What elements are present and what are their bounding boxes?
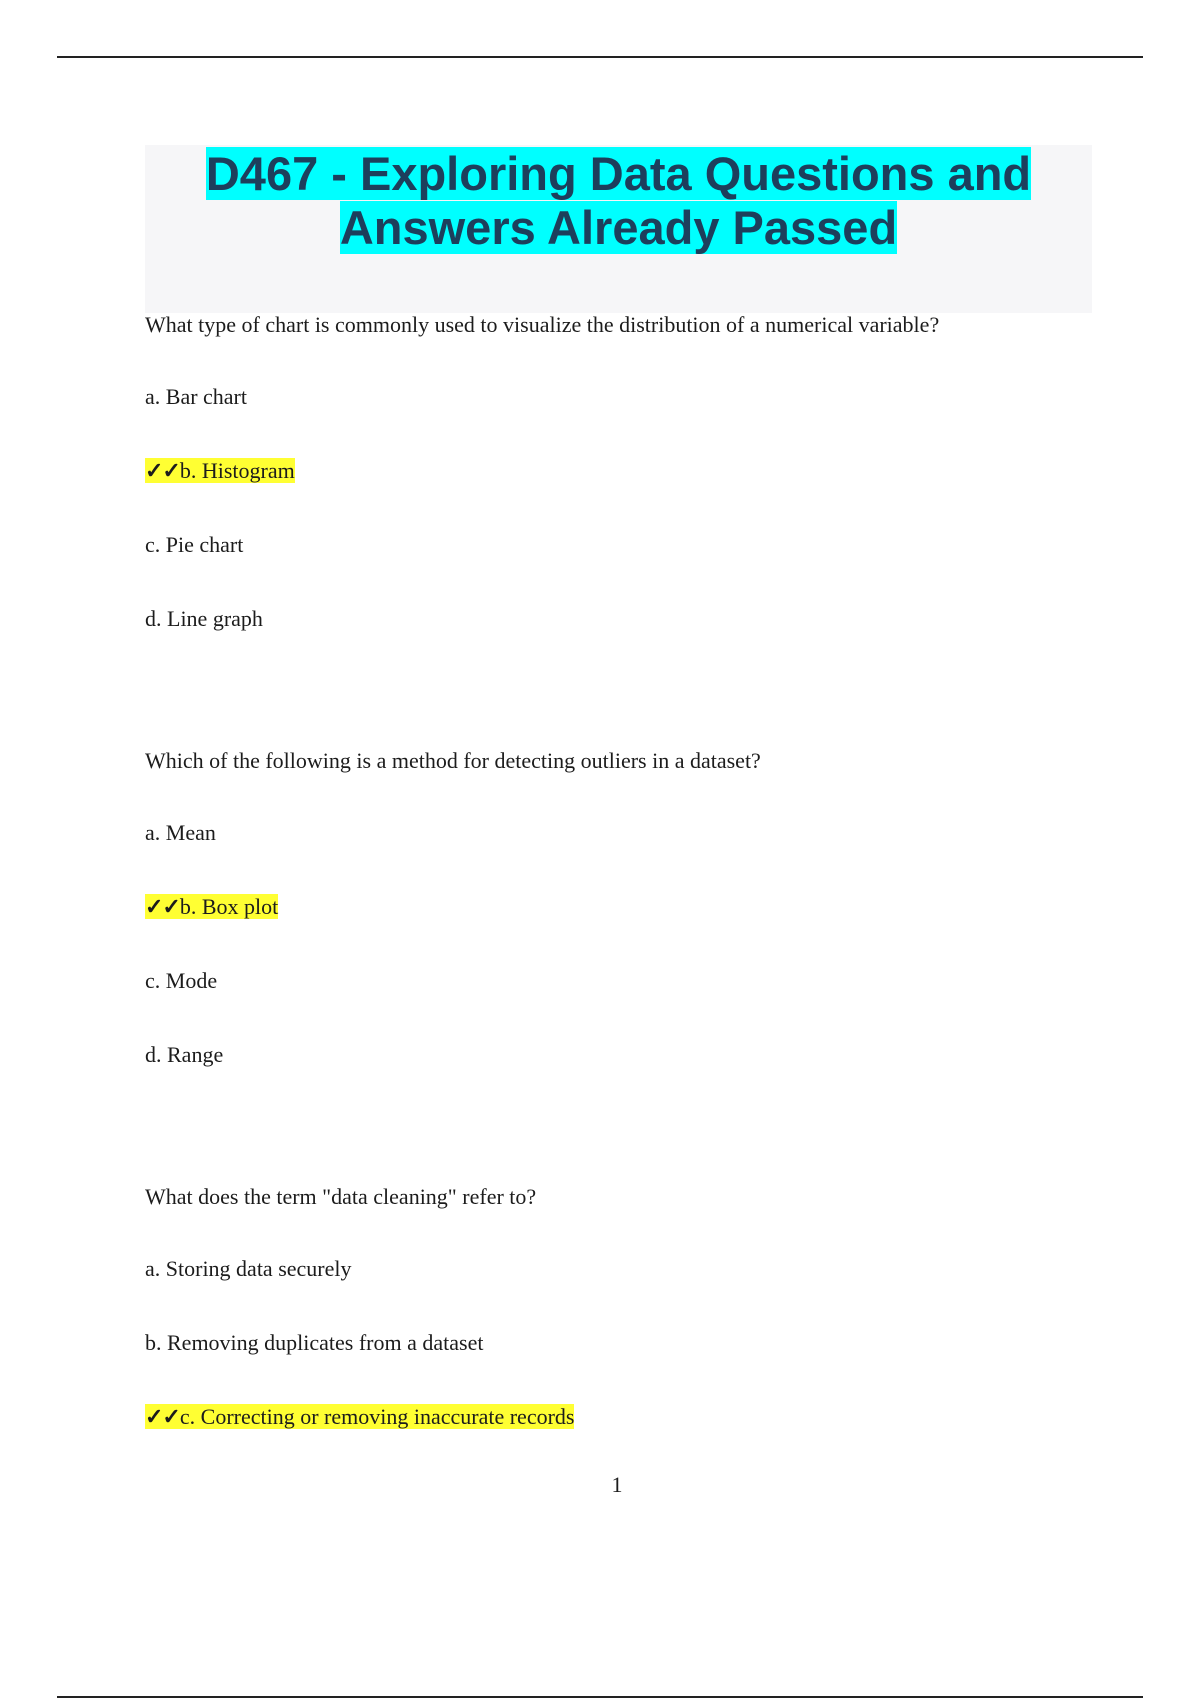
title-banner bbox=[145, 145, 1092, 313]
question-1-option-b-correct bbox=[145, 454, 1125, 488]
correct-answer-highlight bbox=[145, 894, 278, 919]
question-2-option-a bbox=[145, 816, 1125, 850]
question-3-option-c-correct bbox=[145, 1400, 1125, 1434]
option-text: b. Box plot bbox=[179, 894, 279, 919]
question-1-option-d bbox=[145, 602, 1125, 636]
double-check-icon: ✓✓ bbox=[145, 1404, 180, 1429]
option-text: b. Histogram bbox=[179, 458, 295, 483]
question-2-option-c bbox=[145, 964, 1125, 998]
option-text: c. Mode bbox=[145, 968, 218, 993]
option-text: d. Range bbox=[145, 1042, 224, 1067]
page-number: 1 bbox=[611, 1472, 623, 1497]
title-line-2: Answers Already Passed bbox=[339, 201, 898, 254]
question-2-option-d bbox=[145, 1038, 1125, 1072]
option-text: c. Pie chart bbox=[145, 532, 244, 557]
option-text: a. Storing data securely bbox=[145, 1256, 352, 1281]
option-text: c. Correcting or removing inaccurate records bbox=[179, 1404, 575, 1429]
title-line-1: D467 - Exploring Data Questions and bbox=[205, 147, 1032, 200]
correct-answer-highlight bbox=[145, 458, 295, 483]
double-check-icon: ✓✓ bbox=[145, 458, 180, 483]
option-text: d. Line graph bbox=[145, 606, 263, 631]
question-2-option-b-correct bbox=[145, 890, 1125, 924]
question-1-option-c bbox=[145, 528, 1125, 562]
question-list bbox=[145, 308, 1125, 1434]
header-rule bbox=[57, 56, 1143, 58]
correct-answer-highlight bbox=[145, 1404, 574, 1429]
question-3-option-b bbox=[145, 1326, 1125, 1360]
option-text: a. Mean bbox=[145, 820, 216, 845]
footer-rule bbox=[57, 1696, 1143, 1698]
option-text: b. Removing duplicates from a dataset bbox=[145, 1330, 484, 1355]
question-3-option-a bbox=[145, 1252, 1125, 1286]
option-text: a. Bar chart bbox=[145, 384, 247, 409]
question-2: Which of the following is a method for detecting outliers in a dataset? bbox=[145, 748, 761, 773]
question-3: What does the term "data cleaning" refer to? bbox=[145, 1184, 537, 1209]
double-check-icon: ✓✓ bbox=[145, 894, 180, 919]
document-title bbox=[145, 145, 1092, 255]
question-1: What type of chart is commonly used to visualize the distribution of a numerical variable? bbox=[145, 312, 940, 337]
question-1-option-a bbox=[145, 380, 1125, 414]
